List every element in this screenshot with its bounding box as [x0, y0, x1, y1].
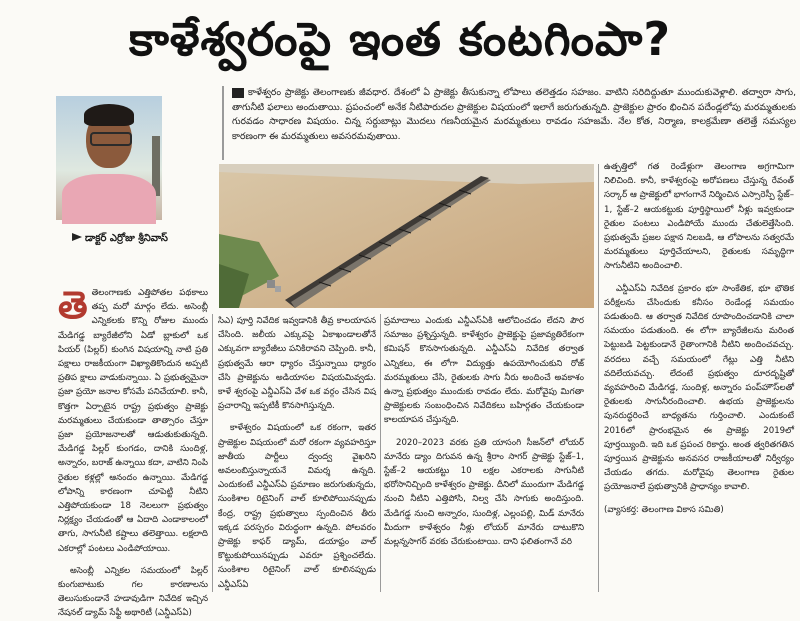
article-column-1	[58, 283, 208, 619]
drop-cap: తె	[58, 283, 88, 327]
article-column-4	[604, 160, 794, 592]
author-glasses	[90, 132, 132, 146]
author-shirt	[62, 174, 156, 224]
headline: కాళేశ్వరంపై ఇంత కంటగింపా?	[128, 12, 672, 66]
intro-text	[232, 86, 796, 162]
paragraph: అసెంబ్లీ ఎన్నికల సమయంలో పిల్లర్ కుంగుబాటుకు గల కారణాలను తెలుసుకుండానే హడావుడిగా నివేదిక ఇచ్చిన నేషనల్ డ్యామ్ సేఫ్టీ అథారిటీ (ఎన్డీఎస్ఏ)	[58, 565, 208, 619]
paragraph: ఉత్పత్తిలో గత రెండేళ్లుగా తెలంగాణ అగ్రగామిగా నిలిచింది. కానీ, కాళేశ్వరంపై అరోపణలు చేస్తున్న రేవంత్ సర్కార్ ఆ ప్రాజెక్టులో భాగంగానే నిర్మించిన ఎస్సారెస్పీ స్టేజ్–1, స్టేజ్–2 ఆయకట్టుకు పూర్తిస్థాయిలో నీళ్లు ఇవ్వకుండా రైతుల పంటలు ఎండిపోయే ముందు చేతులెత్తేసింది. ప్రభుత్వమే ప్రజల పక్షాన నిలబడి, ఆ లోపాలను సత్వరమే మరమ్మతులు పూర్తిచేయాలని, రైతులకు సమృద్ధిగా సాగునీటిని అందించాలి.	[604, 162, 794, 272]
intro-marker-icon	[232, 88, 244, 98]
byline	[70, 232, 170, 246]
intro-divider	[222, 86, 224, 160]
column-divider-2	[380, 314, 381, 592]
author-hair	[84, 104, 134, 126]
paragraph: ఎన్డీఎస్ఏ నివేదిక ప్రకారం భూ సాంకేతిక, భూ భౌతిక పరీక్షలను చేసిందుకు కనీసం రెండేండ్ల సమయం పడుతుంది. ఆ తర్వాత నివేదిక రూపొందించడానికి చాలా సమయం పడుతుంది. ఈ లోగా బ్యారేజీలను మరింత పెట్టుబడి పెట్టకుండానే రైతాంగానికి నీటిని అందించవచ్చు. వరదలు వచ్చే సమయంలో గేట్లు ఎత్తి నీటిని వదిలేయవచ్చు. లేదంటే ప్రభుత్వం దూరదృష్టితో వ్యవహరించి మేడిగడ్డ, సుందిళ్ల, అన్నారం పంప్‌హౌస్‌లతో రైతులకు సాగునీరందించాలి. ఉభయ ప్రాజెక్టులను పునరుద్ధరించే బాధ్యతను గుర్తించాలి. ఎందుకంటే 2016లో ప్రారంభమైన ఈ ప్రాజెక్టు 2019లో పూర్తయ్యింది. ఇది ఒక ప్రపంచ రికార్డు. అంత త్వరితగతిన పూర్తయిన ప్రాజెక్టును అనవసర రాజకీయాలతో నిర్వీర్యం చేయడం తగదు. మరోవైపు తెలంగాణ రైతుల ప్రయోజనాలే ప్రభుత్వానికి ప్రాధాన్యం కావాలి.	[604, 283, 794, 493]
author-photo	[56, 96, 162, 220]
paragraph-text: తెలంగాణకు ఎత్తిపోతల పథకాలు తప్ప మరో మార్గం లేదు. అసెంబ్లీ ఎన్నికలకు కొన్ని రోజుల ముందు మేడిగడ్డ బ్యారేజీలోని ఏడో బ్లాకులో ఒక పియర్ (పిల్లర్) కుంగిన విషయాన్ని నాటి ప్రతి పక్షాలు రాజకీయంగా విఖ్యాతికొందున అప్పటి ప్రతిప క్షాలు వాడుకున్నాయి. ఏ ప్రభుత్వమైనా ప్రజా ప్రయో జనాల కోసమే పనిచేయాలి. కానీ, కొత్తగా ఏర్పాటైన రాష్ట్ర ప్రభుత్వం ప్రాజెక్టు మరమ్మతులు చేయకుండా తాత్సారం చేస్తూ ప్రజా ప్రయోజనాలతో ఆడుతుకుతున్నది. మేడిగడ్డ పిల్లర్ కుంగడం, దానికి సుందిళ్ల, అన్నారం, బరాజ్ ఉన్నాయి కదా, వాటిని నింపి రైతుల కళ్లల్లో ఆనందం ఉన్నాయి. మేడిగడ్డ లోపాన్ని కారణంగా చూపెట్టి నీటిని ఎత్తిపోయకుండా 18 నెలలుగా ప్రభుత్వం నిర్లక్ష్యం చేయడంతో ఆ ఏదాది ఎండాకాలంలో తాగు, సాగునీటి కష్టాలు తలెత్తాయి. లక్షలాది ఎకరాల్లో పంటలు ఎండిపోయాయి.	[58, 288, 208, 554]
byline-marker-icon	[72, 233, 82, 241]
source-note: (వ్యాసకర్త: తెలంగాణ వికాస సమితి)	[604, 504, 724, 515]
column-divider-1	[212, 314, 213, 592]
intro-body: కాళేశ్వరం ప్రాజెక్టు తెలంగాణకు జీవధార. దేశంలో ఏ ప్రాజెక్టు తీసుకున్నా లోపాలు తలెత్తడం సహజం. వాటిని సరిదిద్దుతూ ముందుకువెళ్లాలి. తద్వారా సాగు, తాగునీటి ఫలాలు అందుతాయి. ప్రపంచంలో అనేక నీటిపారుదల ప్రాజెక్టుల విషయంలో ఇలాగే జరుగుతున్నది. ప్రాజెక్టుల ప్రారం భించిన పదేండ్లలోపు మరమ్మతులకు గురవడం సాధారణ విషయం. చిన్న సర్దుబాట్లు మొదలు గణనీయమైన మరమ్మతులు రావడం సహజమే. నేల కోత, నిర్మాణ, కాలక్రమేణా తలెత్తే సమస్యల కారణంగా ఈ మరమ్మతులు అవసరమవుతాయి.	[232, 87, 796, 142]
column-divider-right	[598, 164, 599, 592]
paragraph: ప్రమాదాలు ఎందుకు ఎన్డీఎస్ఏకి ఆలోచించడం లేదని పౌర సమాజం ప్రశ్నిస్తున్నది. కాళేశ్వరం ప్రాజెక్టుపై ప్రజావ్యతిరేకంగా కమిషన్ కొనసాగుతున్నది. ఎన్డీఎస్ఏ నివేదిక తర్వాత ఎన్నికలు, ఈ లోగా విద్యుత్తు ఉపయోగించుకుని రోజ్ మరమ్మతులు చేసి, రైతులకు సాగు నీరు అందించే అవకాశం ఉన్నా ప్రభుత్వం ముందుకు రావడం లేదు. మరోవైపు మిగతా ప్రాజెక్టులకు సంబంధించిన నివేదికలు బహిర్గతం చేయకుండా కాలయాపన చేస్తున్నది.	[384, 316, 584, 426]
paragraph	[58, 283, 208, 556]
paragraph: కాళేశ్వరం విషయంలో ఒక రకంగా, ఇతర ప్రాజెక్టుల విషయంలో మరో రకంగా వ్యవహరిస్తూ జాతీయ పార్టీలు ద్వంద్వ వైఖరిని అవలంబిస్తున్నాయనే విమర్శ ఉన్నది. ఎందుకంటే ఎన్డీఎస్ఏ ప్రమాణం జరుగుతున్నదు, సుంకిశాల రిటైనింగ్ వాల్ కూలిపోయినప్పుడు కేంద్ర, రాష్ట్ర ప్రభుత్వాలు స్పందించిన తీరు ఇక్కడ పరస్పరం విరుద్ధంగా ఉన్నది. పోలవరం ప్రాజెక్టు కాఫర్ డ్యామ్, డయాఫ్రం వాల్ కొట్టుకుపోయినప్పుడు ఎవరూ ప్రశ్నించలేదు. సుంకిశాల రిటైనింగ్ వాల్ కూలినప్పుడు ఎన్డీఎస్ఏ	[218, 423, 376, 590]
barrage-illustration	[219, 164, 594, 308]
paragraph: 2020–2023 వరకు ప్రతి యాసంగి సీజన్‌లో లోయర్ మానేరు డ్యాం దిగువన ఉన్న శ్రీరాం సాగర్ ప్రాజెక్టు స్టేజ్–1, స్టేజ్–2 ఆయకట్టు 10 లక్షల ఎకరాలకు సాగునీటి భరోసానిచ్చింది కాళేశ్వరం ప్రాజెక్టు. దీనిలో ముందుగా మేడిగడ్డ నుంచి నీటిని ఎత్తిపోసి, నిల్వ చేసి సాగుకు అందిస్తుంది. మేడిగడ్డ నుంచి అన్నారం, సుందిళ్ల, ఎల్లంపల్లి, మిడ్ మానేరు మీదుగా కాళేశ్వరం నీళ్లు లోయర్ మానేరు దాటుకొని మల్లన్నసాగర్ వరకు చేరుకుంటాయి. దాని ఫలితంగానే వరి	[384, 437, 584, 548]
barrage-photo	[219, 164, 594, 308]
paragraph: సిఎ) పూర్తి నివేదిక ఇవ్వడానికి తీవ్ర కాలయాపన చేసింది. జలీయ ఎక్కువపై ఏకాఖండాలతోనే ఎక్కువగా బ్యారేజీలు పనికిరావని చెప్పింది. కానీ, ప్రభుత్వమే ఆరా ధ్యారం చేస్తున్నాయి ధ్యారం చేసి ప్రాజెక్టును అడియాసల విషయమివ్వడు. కాళే శ్వరంపై ఎన్డీఎస్ఏ వేళ ఒక వర్గం చేసిన విష ప్రచారాన్ని ఇప్పటికీ కొనసాగిస్తున్నది.	[218, 316, 376, 412]
article-column-3	[384, 314, 584, 592]
article-column-2	[218, 314, 376, 592]
author-name: డాక్టర్ ఎర్రోజు శ్రీనివాస్	[85, 233, 168, 244]
